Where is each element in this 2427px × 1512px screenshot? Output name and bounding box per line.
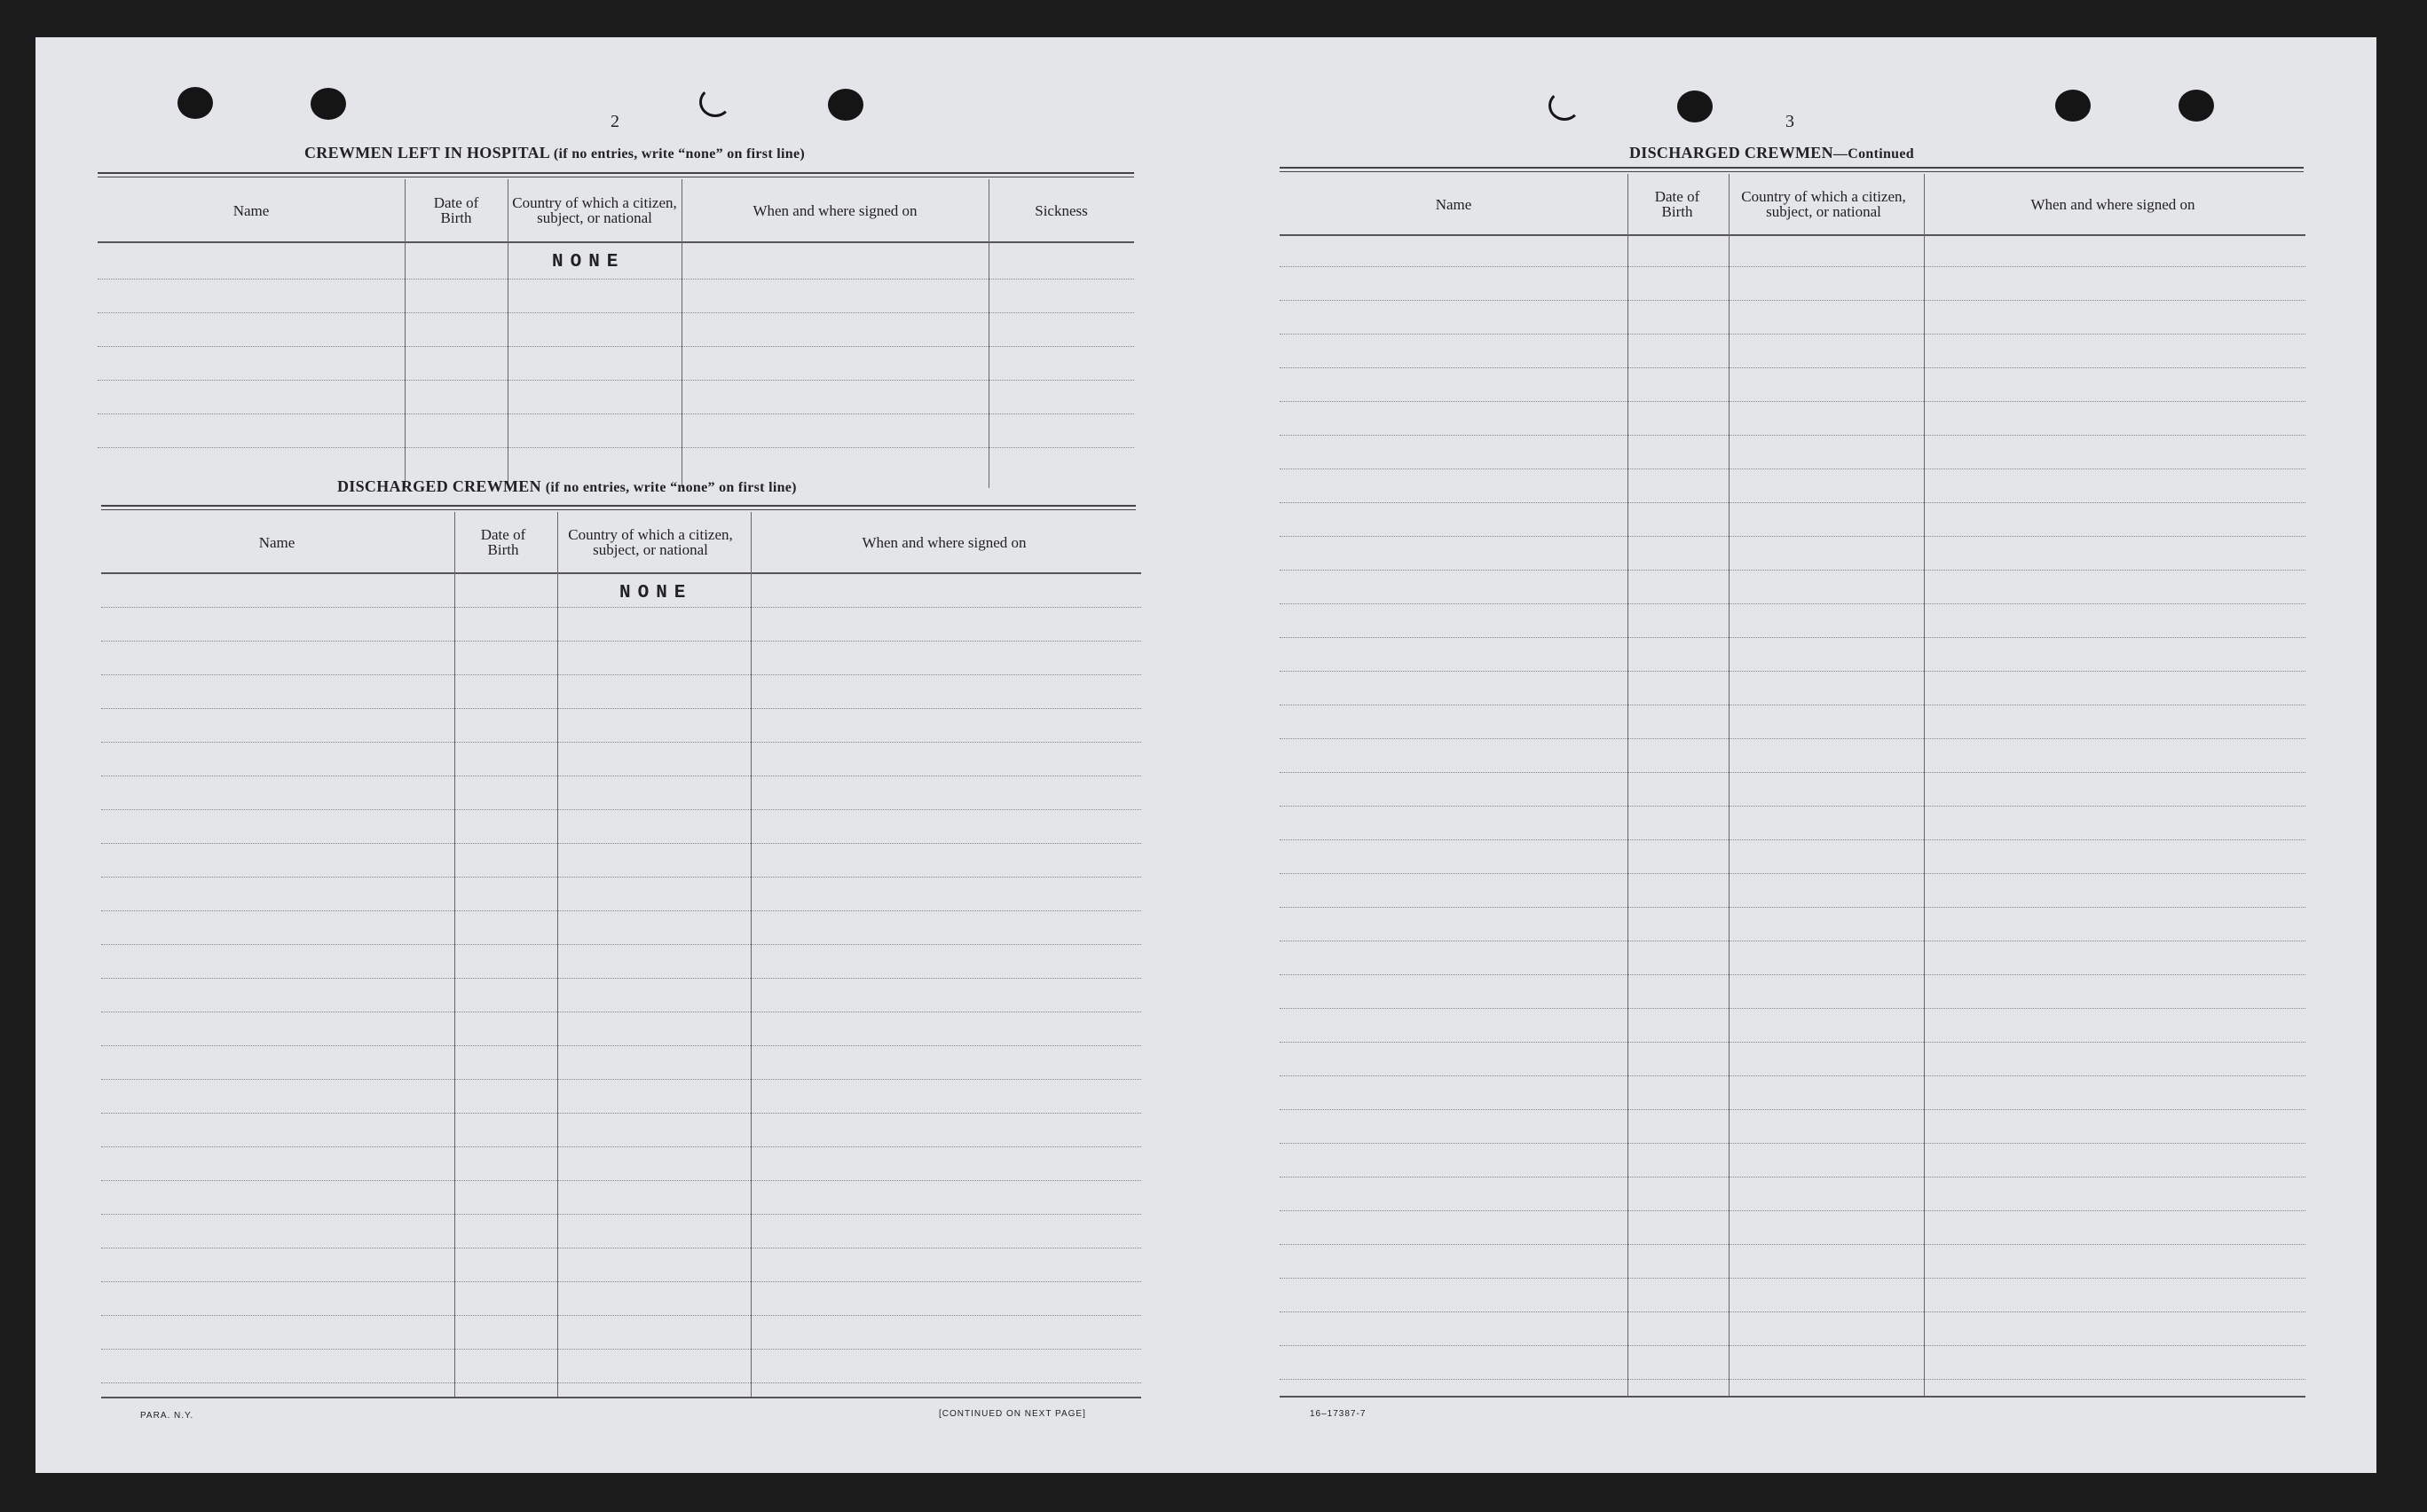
table-row: [101, 1180, 1141, 1181]
page-number-left: 2: [611, 112, 619, 131]
punch-hole: [2055, 90, 2091, 122]
column-header-signed-on: When and where signed on: [862, 533, 1027, 551]
table-row: [101, 944, 1141, 945]
table-header: [1280, 174, 2305, 236]
hospital-entry: NONE: [552, 252, 626, 272]
left-bottom-rule: [101, 1397, 1141, 1398]
punch-hole: [311, 88, 346, 120]
column-header-date-of-birth: Date of Birth: [433, 194, 479, 226]
table-row: [1280, 974, 2305, 975]
column-header-signed-on: When and where signed on: [2030, 195, 2195, 213]
continued-suffix: —Continued: [1832, 146, 1914, 161]
table-row: [101, 809, 1141, 810]
table-row: [1280, 266, 2305, 267]
continued-top-rule: [1280, 167, 2304, 172]
table-row: [101, 978, 1141, 979]
table-row: [1280, 1345, 2305, 1346]
footer-form-number: 16–17387-7: [1310, 1409, 1367, 1419]
column-header-country: Country of which a citizen, subject, or national: [512, 194, 677, 226]
table-row: [101, 1349, 1141, 1350]
continued-table: [1280, 174, 2305, 1396]
table-row: [1280, 671, 2305, 672]
table-row: [101, 1079, 1141, 1080]
right-bottom-rule: [1280, 1396, 2305, 1398]
table-row: [1280, 334, 2305, 335]
table-row: [1280, 1244, 2305, 1245]
hospital-title: CREWMEN LEFT IN HOSPITAL: [304, 144, 550, 161]
table-row: [1280, 873, 2305, 874]
hospital-table: [98, 179, 1134, 488]
table-row: [101, 641, 1141, 642]
column-header-name: Name: [258, 533, 295, 551]
table-row: [1280, 806, 2305, 807]
hospital-note: (if no entries, write “none” on first line): [553, 146, 805, 161]
table-row: [101, 708, 1141, 709]
punch-hole: [1677, 91, 1713, 122]
table-row: [101, 910, 1141, 911]
punch-hole: [1548, 91, 1580, 121]
table-row: [1280, 907, 2305, 908]
discharged-title: DISCHARGED CREWMEN: [337, 477, 541, 495]
table-header: [98, 179, 1134, 243]
punch-hole: [2179, 90, 2214, 122]
table-row: [1280, 1075, 2305, 1076]
table-row: [1280, 536, 2305, 537]
discharged-top-rule: [101, 505, 1136, 510]
table-row: [1280, 435, 2305, 436]
table-row: [1280, 1008, 2305, 1009]
table-row: [101, 843, 1141, 844]
table-row: [101, 1045, 1141, 1046]
table-row: [1280, 1042, 2305, 1043]
punch-hole: [828, 89, 863, 121]
discharged-entry: NONE: [619, 583, 693, 603]
table-row: [101, 607, 1141, 608]
table-row: [98, 380, 1134, 381]
table-row: [1280, 570, 2305, 571]
discharged-note: (if no entries, write “none” on first line): [545, 480, 797, 495]
continued-title: DISCHARGED CREWMEN: [1629, 144, 1833, 161]
column-header-name: Name: [1435, 195, 1472, 213]
discharged-heading: [337, 477, 797, 496]
table-row: [101, 742, 1141, 743]
table-row: [101, 1315, 1141, 1316]
table-row: [1280, 738, 2305, 739]
table-row: [1280, 367, 2305, 368]
column-header-country: Country of which a citizen, subject, or national: [568, 526, 733, 558]
column-header-country: Country of which a citizen, subject, or national: [1741, 188, 1906, 220]
table-row: [1280, 1379, 2305, 1380]
table-row: [1280, 401, 2305, 402]
punch-hole: [177, 87, 213, 119]
column-header-date-of-birth: Date of Birth: [480, 526, 526, 558]
table-row: [101, 877, 1141, 878]
punch-hole: [699, 87, 731, 117]
table-row: [1280, 637, 2305, 638]
footer-printer: PARA. N.Y.: [140, 1411, 194, 1421]
table-row: [98, 447, 1134, 448]
form-sheet: [35, 37, 2376, 1473]
table-row: [1280, 1143, 2305, 1144]
column-header-sickness: Sickness: [1035, 201, 1088, 219]
table-row: [1280, 1311, 2305, 1312]
table-row: [1280, 1109, 2305, 1110]
column-header-date-of-birth: Date of Birth: [1654, 188, 1700, 220]
footer-continued: [CONTINUED ON NEXT PAGE]: [939, 1409, 1086, 1419]
table-row: [1280, 1278, 2305, 1279]
table-row: [101, 1146, 1141, 1147]
table-row: [98, 413, 1134, 414]
table-row: [1280, 502, 2305, 503]
table-row: [98, 346, 1134, 347]
table-row: [101, 1214, 1141, 1215]
table-row: [101, 674, 1141, 675]
table-row: [98, 312, 1134, 313]
table-header: [101, 512, 1141, 574]
table-row: [1280, 300, 2305, 301]
table-row: [101, 1382, 1141, 1383]
page-number-right: 3: [1785, 112, 1794, 131]
table-row: [1280, 603, 2305, 604]
table-row: [101, 1281, 1141, 1282]
hospital-top-rule: [98, 172, 1134, 177]
table-row: [1280, 1210, 2305, 1211]
continued-heading: [1629, 144, 1914, 162]
discharged-table: [101, 512, 1141, 1397]
table-row: [98, 279, 1134, 280]
hospital-heading: [304, 144, 805, 162]
column-header-signed-on: When and where signed on: [753, 201, 918, 219]
table-row: [1280, 772, 2305, 773]
table-row: [101, 1113, 1141, 1114]
column-header-name: Name: [232, 201, 270, 219]
table-row: [1280, 839, 2305, 840]
